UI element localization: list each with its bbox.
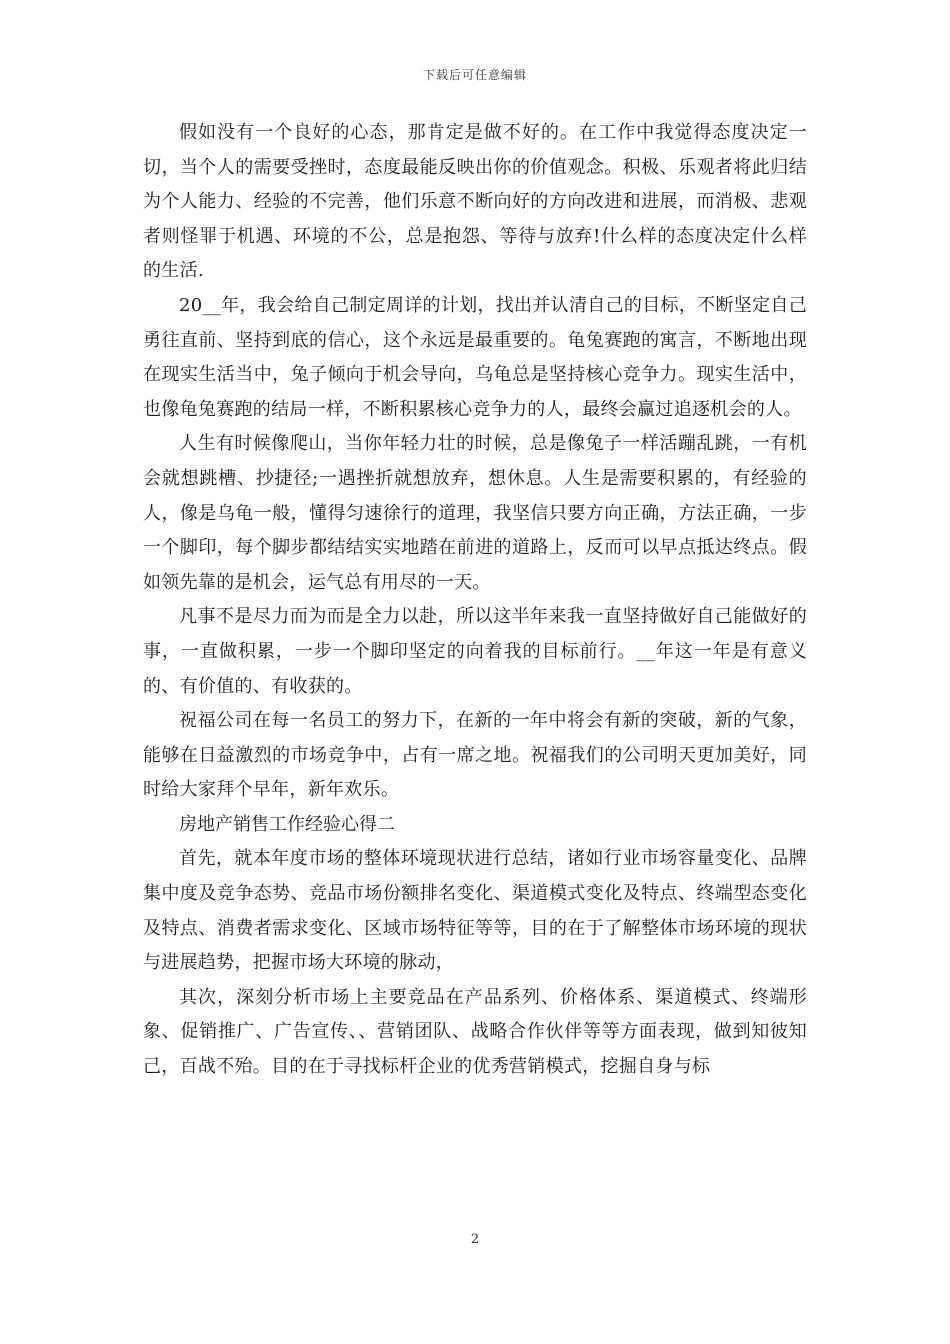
paragraph-market-summary: 首先，就本年度市场的整体环境现状进行总结，诸如行业市场容量变化、品牌集中度及竞争态势、竞品市场份额排名变化、渠道模式变化及特点、终端型态变化及特点、消费者需求变化、区域市场特征等等，目的在于了解整体市场环境的现状与进展趋势，把握市场大环境的脉动， [143, 848, 807, 974]
paragraph-attitude: 假如没有一个良好的心态，那肯定是做不好的。在工作中我觉得态度决定一切，当个人的需要受挫时，态度最能反映出你的价值观念。积极、乐观者将此归结为个人能力、经验的不完善，他们乐意不断向好的方向改进和进展，而消极、悲观者则怪罪于机遇、环境的不公，总是抱怨、等待与放弃!什么样的态度决定什么样的生活. [143, 122, 807, 282]
paragraph-competitor-analysis: 其次，深刻分析市场上主要竞品在产品系列、价格体系、渠道模式、终端形象、促销推广、广告宣传、、营销团队、战略合作伙伴等等方面表现，做到知彼知己，百战不殆。目的在于寻找标杆企业的优秀营销模式，挖掘自身与标 [143, 986, 807, 1078]
paragraph-wishes: 祝福公司在每一名员工的努力下，在新的一年中将会有新的突破，新的气象，能够在日益激烈的市场竞争中，占有一席之地。祝福我们的公司明天更加美好，同时给大家拜个早年，新年欢乐。 [143, 710, 807, 801]
paragraph-mountain: 人生有时候像爬山，当你年轻力壮的时候，总是像兔子一样活蹦乱跳，一有机会就想跳槽、抄捷径;一遇挫折就想放弃，想休息。人生是需要积累的，有经验的人，像是乌龟一般，懂得匀速徐行的道理，我坚信只要方向正确，方法正确，一步一个脚印，每个脚步都结结实实地踏在前进的道路上，反而可以早点抵达终点。假如领先靠的是机会，运气总有用尽的一天。 [143, 433, 807, 593]
page-number: 2 [470, 1232, 480, 1247]
paragraph-effort: 凡事不是尽力而为而是全力以赴，所以这半年来我一直坚持做好自己能做好的事，一直做积累，一步一个脚印坚定的向着我的目标前行。__年这一年是有意义的、有价值的、有收获的。 [143, 606, 807, 697]
document-body [143, 116, 807, 1085]
paragraph-plan: 20__年，我会给自己制定周详的计划，找出并认清自己的目标，不断坚定自己勇往直前、坚持到底的信心，这个永远是最重要的。龟兔赛跑的寓言，不断地出现在现实生活当中，兔子倾向于机会导向，乌龟总是坚持核心竞争力。现实生活中，也像龟兔赛跑的结局一样，不断积累核心竞争力的人，最终会赢过追逐机会的人。 [143, 294, 807, 420]
section-heading: 房地产销售工作经验心得二 [179, 813, 395, 835]
page-header: 下载后可任意编辑 [422, 68, 527, 82]
